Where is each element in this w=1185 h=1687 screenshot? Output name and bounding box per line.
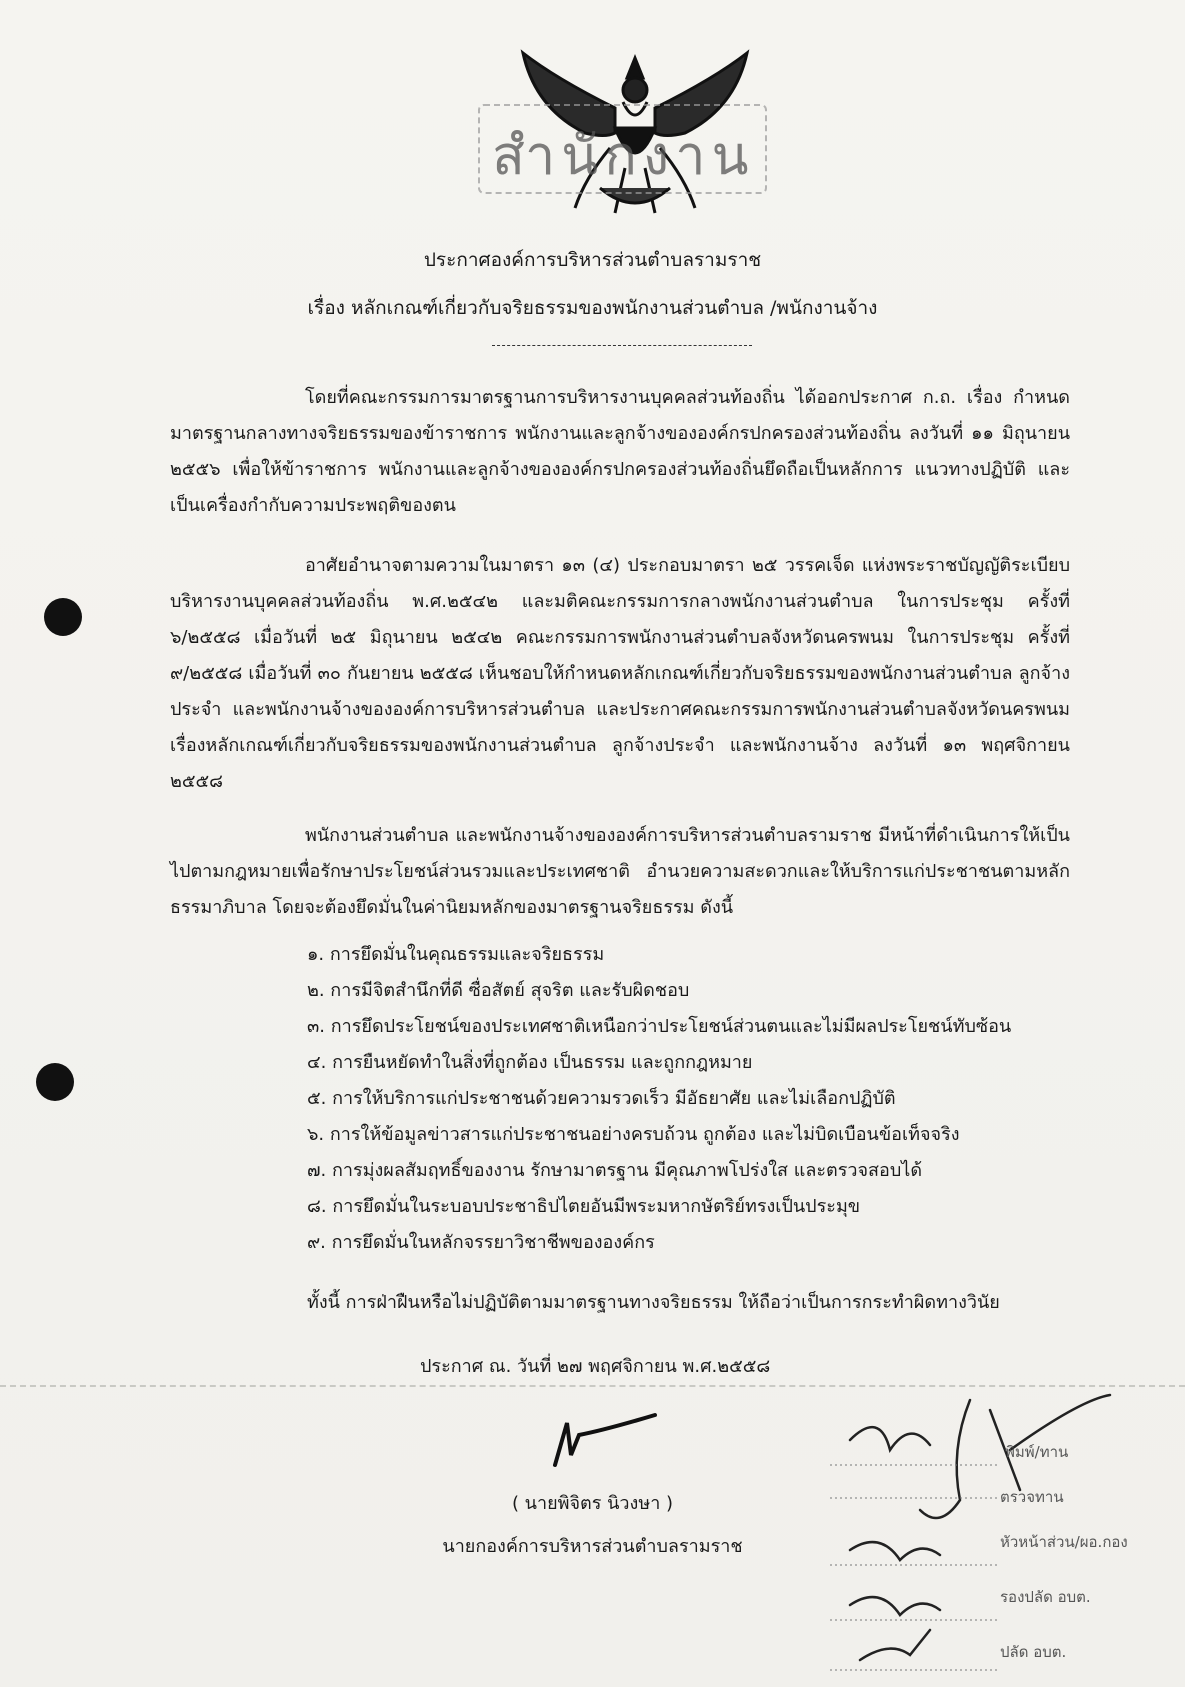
closing-statement: ทั้งนี้ การฝ่าฝืนหรือไม่ปฏิบัติตามมาตรฐานทางจริยธรรม ให้ถือว่าเป็นการกระทำผิดทางวินัย: [307, 1292, 1000, 1313]
announcement-date: ประกาศ ณ. วันที่ ๒๗ พฤศจิกายน พ.ศ.๒๕๕๘: [420, 1356, 771, 1377]
initials-label-deputy: รองปลัด อบต.: [1000, 1588, 1091, 1606]
list-item: ๙. การยึดมั่นในหลักจรรยาวิชาชีพขององค์กร: [307, 1232, 655, 1253]
subject-line: เรื่อง หลักเกณฑ์เกี่ยวกับจริยธรรมของพนักงานส่วนตำบล /พนักงานจ้าง: [307, 297, 878, 319]
paragraph-2: อาศัยอำนาจตามความในมาตรา ๑๓ (๔) ประกอบมาตรา ๒๕ วรรคเจ็ด แห่งพระราชบัญญัติระเบียบบริหารงานบุคคลส่วนท้องถิ่น พ.ศ.๒๕๔๒ และมติคณะกรรมการกลางพนักงานส่วนตำบล ในการประชุม ครั้งที่ ๖/๒๕๕๘ เมื่อวันที่ ๒๕ มิถุนายน ๒๕๔๒ คณะกรรมการพนักงานส่วนตำบลจังหวัดนครพนม ในการประชุม ครั้งที่ ๙/๒๕๕๘ เมื่อวันที่ ๓๐ กันยายน ๒๕๕๘ เห็นชอบให้กำหนดหลักเกณฑ์เกี่ยวกับจริยธรรมของพนักงานส่วนตำบล ลูกจ้างประจำ และพนักงานจ้างขององค์การบริหารส่วนตำบล และประกาศคณะกรรมการพนักงานส่วนตำบลจังหวัดนครพนม เรื่องหลักเกณฑ์เกี่ยวกับจริยธรรมของพนักงานส่วนตำบล ลูกจ้างประจำ และพนักงานจ้าง ลงวันที่ ๑๓ พฤศจิกายน ๒๕๕๘: [170, 555, 1070, 792]
signatory-name: ( นายพิจิตร นิวงษา ): [511, 1493, 674, 1514]
paragraph-2-block: [170, 548, 1070, 800]
signatory-title: นายกองค์การบริหารส่วนตำบลรามราช: [442, 1536, 743, 1557]
ethics-list: [307, 937, 1011, 1261]
stamp-text: สำนักงาน: [492, 124, 755, 187]
list-item: ๒. การมีจิตสำนึกที่ดี ซื่อสัตย์ สุจริต และรับผิดชอบ: [307, 980, 690, 1001]
list-item: ๖. การให้ข้อมูลข่าวสารแก่ประชาชนอย่างครบถ้วน ถูกต้อง และไม่บิดเบือนข้อเท็จจริง: [307, 1124, 960, 1145]
list-item: ๕. การให้บริการแก่ประชาชนด้วยความรวดเร็ว มีอัธยาศัย และไม่เลือกปฏิบัติ: [307, 1088, 896, 1109]
paragraph-1-block: [170, 380, 1070, 524]
initials-label-head: หัวหน้าส่วน/ผอ.กอง: [1000, 1533, 1128, 1551]
heading-divider: [492, 345, 752, 346]
paragraph-3-block: [170, 818, 1070, 926]
initials-label-typed: พิมพ์/ทาน: [1005, 1443, 1069, 1461]
initials-label-clerk: ปลัด อบต.: [1000, 1643, 1067, 1661]
list-item: ๑. การยึดมั่นในคุณธรรมและจริยธรรม: [307, 944, 605, 965]
issuer-line: ประกาศองค์การบริหารส่วนตำบลรามราช: [423, 249, 762, 271]
list-item: ๗. การมุ่งผลสัมฤทธิ์ของงาน รักษามาตรฐาน มีคุณภาพโปร่งใส และตรวจสอบได้: [307, 1160, 923, 1181]
list-item: ๔. การยืนหยัดทำในสิ่งที่ถูกต้อง เป็นธรรม และถูกกฎหมาย: [307, 1052, 753, 1073]
punch-hole-top: [44, 598, 82, 636]
paragraph-1: โดยที่คณะกรรมการมาตรฐานการบริหารงานบุคคลส่วนท้องถิ่น ได้ออกประกาศ ก.ถ. เรื่อง กำหนดมาตรฐานกลางทางจริยธรรมของข้าราชการ พนักงานและลูกจ้างขององค์กรปกครองส่วนท้องถิ่น ลงวันที่ ๑๑ มิถุนายน ๒๕๕๖ เพื่อให้ข้าราชการ พนักงานและลูกจ้างขององค์กรปกครองส่วนท้องถิ่นยึดถือเป็นหลักการ แนวทางปฏิบัติ และเป็นเครื่องกำกับความประพฤติของตน: [170, 387, 1070, 516]
list-item: ๓. การยึดประโยชน์ของประเทศชาติเหนือกว่าประโยชน์ส่วนตนและไม่มีผลประโยชน์ทับซ้อน: [307, 1016, 1012, 1037]
paragraph-3: พนักงานส่วนตำบล และพนักงานจ้างขององค์การบริหารส่วนตำบลรามราช มีหน้าที่ดำเนินการให้เป็นไปตามกฎหมายเพื่อรักษาประโยชน์ส่วนรวมและประเทศชาติ อำนวยความสะดวกและให้บริการแก่ประชาชนตามหลักธรรมาภิบาล โดยจะต้องยึดมั่นในค่านิยมหลักของมาตรฐานจริยธรรม ดังนี้: [170, 825, 1070, 918]
mayor-signature: [545, 1405, 675, 1475]
fold-line: [0, 1385, 1185, 1387]
initials-label-checked: ตรวจทาน: [1000, 1488, 1064, 1506]
list-item: ๘. การยึดมั่นในระบอบประชาธิปไตยอันมีพระมหากษัตริย์ทรงเป็นประมุข: [307, 1196, 861, 1217]
punch-hole-bottom: [36, 1063, 74, 1101]
